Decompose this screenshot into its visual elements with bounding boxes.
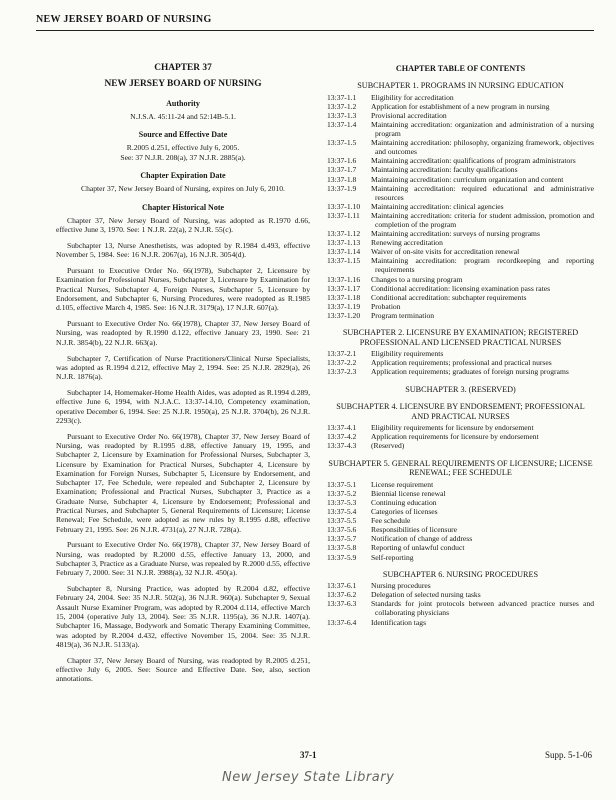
section-title: Probation [371,301,401,311]
subchapter-heading: SUBCHAPTER 2. LICENSURE BY EXAMINATION; REGISTERED PROFESSIONAL AND LICENSED PRACTICAL NURSES [342,328,579,347]
authority-heading: Authority [166,98,200,108]
section-number: 13:37-1.4 [327,119,357,129]
section-title: Conditional accreditation: licensing examination pass rates [371,283,551,293]
toc-entry [327,590,594,599]
section-number: 13:37-4.3 [327,441,357,451]
section-title: Maintaining accreditation: surveys of nursing programs [371,229,540,239]
toc-entry [327,423,594,432]
section-number: 13:37-1.11 [327,210,360,220]
section-number: 13:37-5.2 [327,488,357,498]
section-number: 13:37-1.5 [327,138,357,148]
section-number: 13:37-1.13 [327,238,361,248]
table-of-contents [327,64,594,627]
section-number: 13:37-1.8 [327,174,357,184]
section-number: 13:37-1.9 [327,183,357,193]
toc-entry [327,111,594,120]
section-number: 13:37-6.1 [327,581,357,591]
section-title: Notification of change of address [371,534,473,544]
toc-entry [327,120,594,138]
section-title: Categories of licenses [371,507,438,517]
section-number: 13:37-1.10 [327,201,361,211]
toc-entry [327,229,594,238]
section-title: Reporting of unlawful conduct [371,543,465,553]
section-number: 13:37-1.1 [327,92,357,102]
section-number: 13:37-6.3 [327,599,357,609]
section-number: 13:37-4.2 [327,432,357,442]
toc-entry [327,238,594,247]
authority-text: N.J.S.A. 45:11-24 and 52:14B-5.1. [130,111,236,121]
section-title: Application requirements; graduates of foreign nursing programs [371,367,569,377]
section-number: 13:37-1.17 [327,283,361,293]
section-title: Application requirements; professional and practical nurses [371,358,552,368]
section-number: 13:37-1.16 [327,274,361,284]
section-title: Eligibility requirements for licensure by endorsement [371,423,534,433]
section-number: 13:37-6.2 [327,590,357,600]
toc-entry [327,256,594,274]
section-title: Waiver of on-site visits for accreditation renewal [371,247,520,257]
toc-entry [327,349,594,358]
section-title: Renewing accreditation [371,238,443,248]
history-paragraph: Subchapter 13, Nurse Anesthetists, was adopted by R.1984 d.493, effective November 5, 1984. See: 16 N.J.R. 2067(a), 16 N.J.R. 3054(d). [56,241,310,260]
toc-entry [327,311,594,320]
toc-entry [327,432,594,441]
toc-entry [327,581,594,590]
history-paragraph: Pursuant to Executive Order No. 66(1978), Chapter 37, New Jersey Board of Nursing, was readopted by R.1995 d.88, effective January 19, 1995, and Subchapter 2, Licensure by Examination for Professional Nurses, Subchapter 3, Licensure by Examination for Practical Nurses, Subchapter 4, Licensure by Examination for Foreign Nurses, Subchapter 5, Licensure by Endorsement, and Subchapter 17, Fee Schedule, were repealed and Subchapter 2, Licensure by Examination; Professional and Practical Nurses, Subchapter 3, Practice as a Graduate Nurse, Subchapter 4, Licensure by Endorsement; Professional and Practical Nurses, and Subchapter 5, General Requirements of Licensure; License Renewal; Fee Schedule, were adopted as new rules by R.1995 d.88, effective February 21, 1995. See: 26 N.J.R. 4731(a), 27 N.J.R. 728(a). [56,431,310,534]
history-heading: Chapter Historical Note [141,202,225,212]
history-paragraph: Subchapter 7, Certification of Nurse Practitioners/Clinical Nurse Specialists, was adopted as R.1994 d.212, effective May 2, 1994. See: 25 N.J.R. 2829(a), 26 N.J.R. 1876(a). [56,353,310,382]
section-title: Delegation of selected nursing tasks [371,590,481,600]
section-number: 13:37-1.12 [327,229,361,239]
section-title: Identification tags [371,617,427,627]
expiration-text: Chapter 37, New Jersey Board of Nursing, expires on July 6, 2010. [81,184,285,194]
section-number: 13:37-1.20 [327,310,361,320]
section-number: 13:37-2.2 [327,358,357,368]
section-title: Eligibility for accreditation [371,92,454,102]
section-number: 13:37-5.1 [327,479,357,489]
toc-title: CHAPTER TABLE OF CONTENTS [395,64,526,73]
section-title: Maintaining accreditation: curriculum organization and content [371,174,564,184]
section-title: Biennial license renewal [371,488,446,498]
section-number: 13:37-5.3 [327,497,357,507]
section-title: Self-reporting [371,552,414,562]
section-title: Fee schedule [371,516,411,526]
toc-entry [327,498,594,507]
section-number: 13:37-1.7 [327,165,357,175]
toc-entry [327,156,594,165]
toc-entry [327,284,594,293]
source-text-1: R.2005 d.251, effective July 6, 2005. [126,143,240,153]
toc-list [327,81,594,627]
history-paragraph: Pursuant to Executive Order No. 66(1978), Subchapter 2, Licensure by Examination for Professional Nurses, Subchapter 3, Licensure by Examination for Practical Nurses, Subchapter 4, Foreign Nurses, Subchapter 5, Licensure by Endorsement, and Subchapter 6, Nursing Procedures, were readopted as R.1985 d.105, effective March 4, 1985. See: 16 N.J.R. 3179(a), 17 N.J.R. 607(a). [56,266,310,313]
history-notes [56,216,310,684]
toc-entry [327,165,594,174]
subchapter-heading: SUBCHAPTER 5. GENERAL REQUIREMENTS OF LICENSURE; LICENSE RENEWAL; FEE SCHEDULE [328,458,593,478]
section-title: Maintaining accreditation: program recordkeeping and reporting requirements [371,256,594,275]
section-number: 13:37-5.8 [327,543,357,553]
toc-entry [327,358,594,367]
section-number: 13:37-1.6 [327,156,357,166]
section-number: 13:37-6.4 [327,617,357,627]
section-number: 13:37-5.6 [327,525,357,535]
section-title: Maintaining accreditation: required educational and administrative resources [371,183,594,202]
section-number: 13:37-1.2 [327,101,357,111]
section-title: Maintaining accreditation: criteria for student admission, promotion and completion of the program [371,210,594,229]
section-title: Nursing procedures [371,581,431,591]
chapter-label: CHAPTER 37 [154,63,212,73]
toc-entry [327,211,594,229]
section-number: 13:37-5.5 [327,516,357,526]
section-title: Conditional accreditation: subchapter requirements [371,292,527,302]
source-text-2: See: 37 N.J.R. 208(a), 37 N.J.R. 2885(a). [120,152,246,162]
section-title: Application for establishment of a new program in nursing [371,101,550,111]
toc-entry [327,507,594,516]
history-paragraph: Pursuant to Executive Order No. 66(1978), Chapter 37, New Jersey Board of Nursing, was readopted by R.1990 d.122, effective January 23, 1990. See: 21 N.J.R. 3854(b), 22 N.J.R. 663(a). [56,319,310,347]
section-title: Provisional accreditation [371,110,447,120]
subchapter-heading: SUBCHAPTER 6. NURSING PROCEDURES [382,569,539,579]
toc-entry [327,202,594,211]
section-title: (Reserved) [371,441,405,451]
section-title: Maintaining accreditation: philosophy, organizing framework, objectives and outcomes [371,138,594,157]
header-rule [36,30,594,31]
section-title: Standards for joint protocols between advanced practice nurses and collaborating physicians [371,599,594,618]
history-paragraph: Chapter 37, New Jersey Board of Nursing, was adopted as R.1970 d.66, effective June 3, 1970. See: 1 N.J.R. 22(a), 2 N.J.R. 55(c). [56,215,310,235]
toc-entry [327,275,594,284]
section-number: 13:37-5.7 [327,534,357,544]
toc-entry [327,293,594,302]
source-heading: Source and Effective Date [138,130,228,140]
section-title: License requirement [371,479,434,489]
chapter-front-matter [56,64,310,690]
section-number: 13:37-5.9 [327,552,357,562]
toc-entry [327,525,594,534]
toc-entry [327,175,594,184]
page-number: 37-1 [300,750,317,760]
toc-entry [327,534,594,543]
section-number: 13:37-1.19 [327,301,361,311]
chapter-name: NEW JERSEY BOARD OF NURSING [104,79,262,90]
section-title: Maintaining accreditation: clinical agencies [371,201,504,211]
toc-entry [327,480,594,489]
expiration-heading: Chapter Expiration Date [140,171,226,181]
running-head: NEW JERSEY BOARD OF NURSING [36,14,212,25]
section-title: Program termination [371,310,435,320]
toc-entry [327,93,594,102]
section-number: 13:37-2.1 [327,349,357,359]
section-title: Application requirements for licensure by endorsement [371,432,539,442]
toc-entry [327,489,594,498]
toc-entry [327,184,594,202]
section-title: Maintaining accreditation: qualifications of program administrators [371,156,576,166]
subchapter-heading: SUBCHAPTER 4. LICENSURE BY ENDORSEMENT; PROFESSIONAL AND PRACTICAL NURSES [336,402,585,421]
section-number: 13:37-1.15 [327,256,361,266]
toc-entry [327,302,594,311]
section-number: 13:37-2.3 [327,367,357,377]
section-title: Continuing education [371,497,437,507]
supplement-date: Supp. 5-1-06 [545,750,592,760]
section-title: Maintaining accreditation: organization and administration of a nursing program [371,119,594,139]
toc-entry [327,618,594,627]
section-title: Changes to a nursing program [371,274,463,284]
toc-entry [327,543,594,552]
subchapter-heading: SUBCHAPTER 3. (RESERVED) [405,384,516,394]
history-paragraph: Subchapter 8, Nursing Practice, was adopted by R.2004 d.82, effective February 24, 2004. See: 35 N.J.R. 502(a), 36 N.J.R. 960(a). Subchapter 9, Sexual Assault Nurse Examiner Program, was adopted by R.2004 d.114, effective March 15, 2004 (operative July 13, 2004). See: 35 N.J.R. 1195(a), 36 N.J.R. 1407(a). Subchapter 16, Massage, Bodywork and Somatic Therapy Examining Committee, was adopted by R.2004 d.432, effective November 15, 2004. See: 35 N.J.R. 4819(a), 36 N.J.R. 5133(a). [56,584,310,649]
toc-entry [327,247,594,256]
toc-entry [327,367,594,376]
section-title: Responsibilities of licensure [371,525,458,535]
section-number: 13:37-1.14 [327,247,361,257]
toc-entry [327,599,594,617]
subchapter-heading: SUBCHAPTER 1. PROGRAMS IN NURSING EDUCATION [357,81,564,91]
section-number: 13:37-4.1 [327,423,357,433]
toc-entry [327,441,594,450]
section-number: 13:37-1.3 [327,110,357,120]
toc-entry [327,553,594,562]
history-paragraph: Chapter 37, New Jersey Board of Nursing, was readopted by R.2005 d.251, effective July 6, 2005. See: Source and Effective Date. See, also, section annotations. [56,655,310,684]
section-number: 13:37-1.18 [327,292,361,302]
history-paragraph: Subchapter 14, Homemaker-Home Health Aides, was adopted as R.1994 d.289, effective June 6, 1994, with N.J.A.C. 13:37-14.10, Competency examination, operative December 6, 1994. See: 25 N.J.R. 1950(a), 25 N.J.R. 3704(b), 26 N.J.R. 2293(c). [56,387,310,425]
section-number: 13:37-5.4 [327,507,357,517]
section-title: Maintaining accreditation: faculty qualifications [371,165,518,175]
toc-entry [327,138,594,156]
history-paragraph: Pursuant to Executive Order No. 66(1978), Chapter 37, New Jersey Board of Nursing, was readopted by R.2000 d.55, effective January 13, 2000, and Subchapter 3, Practice as a Graduate Nurse, was repealed by R.2000 d.55, effective February 7, 2000. See: 31 N.J.R. 3988(a), 32 N.J.R. 450(a). [56,540,310,578]
toc-entry [327,516,594,525]
toc-entry [327,102,594,111]
library-stamp: New Jersey State Library [222,770,395,785]
section-title: Eligibility requirements [371,349,444,359]
